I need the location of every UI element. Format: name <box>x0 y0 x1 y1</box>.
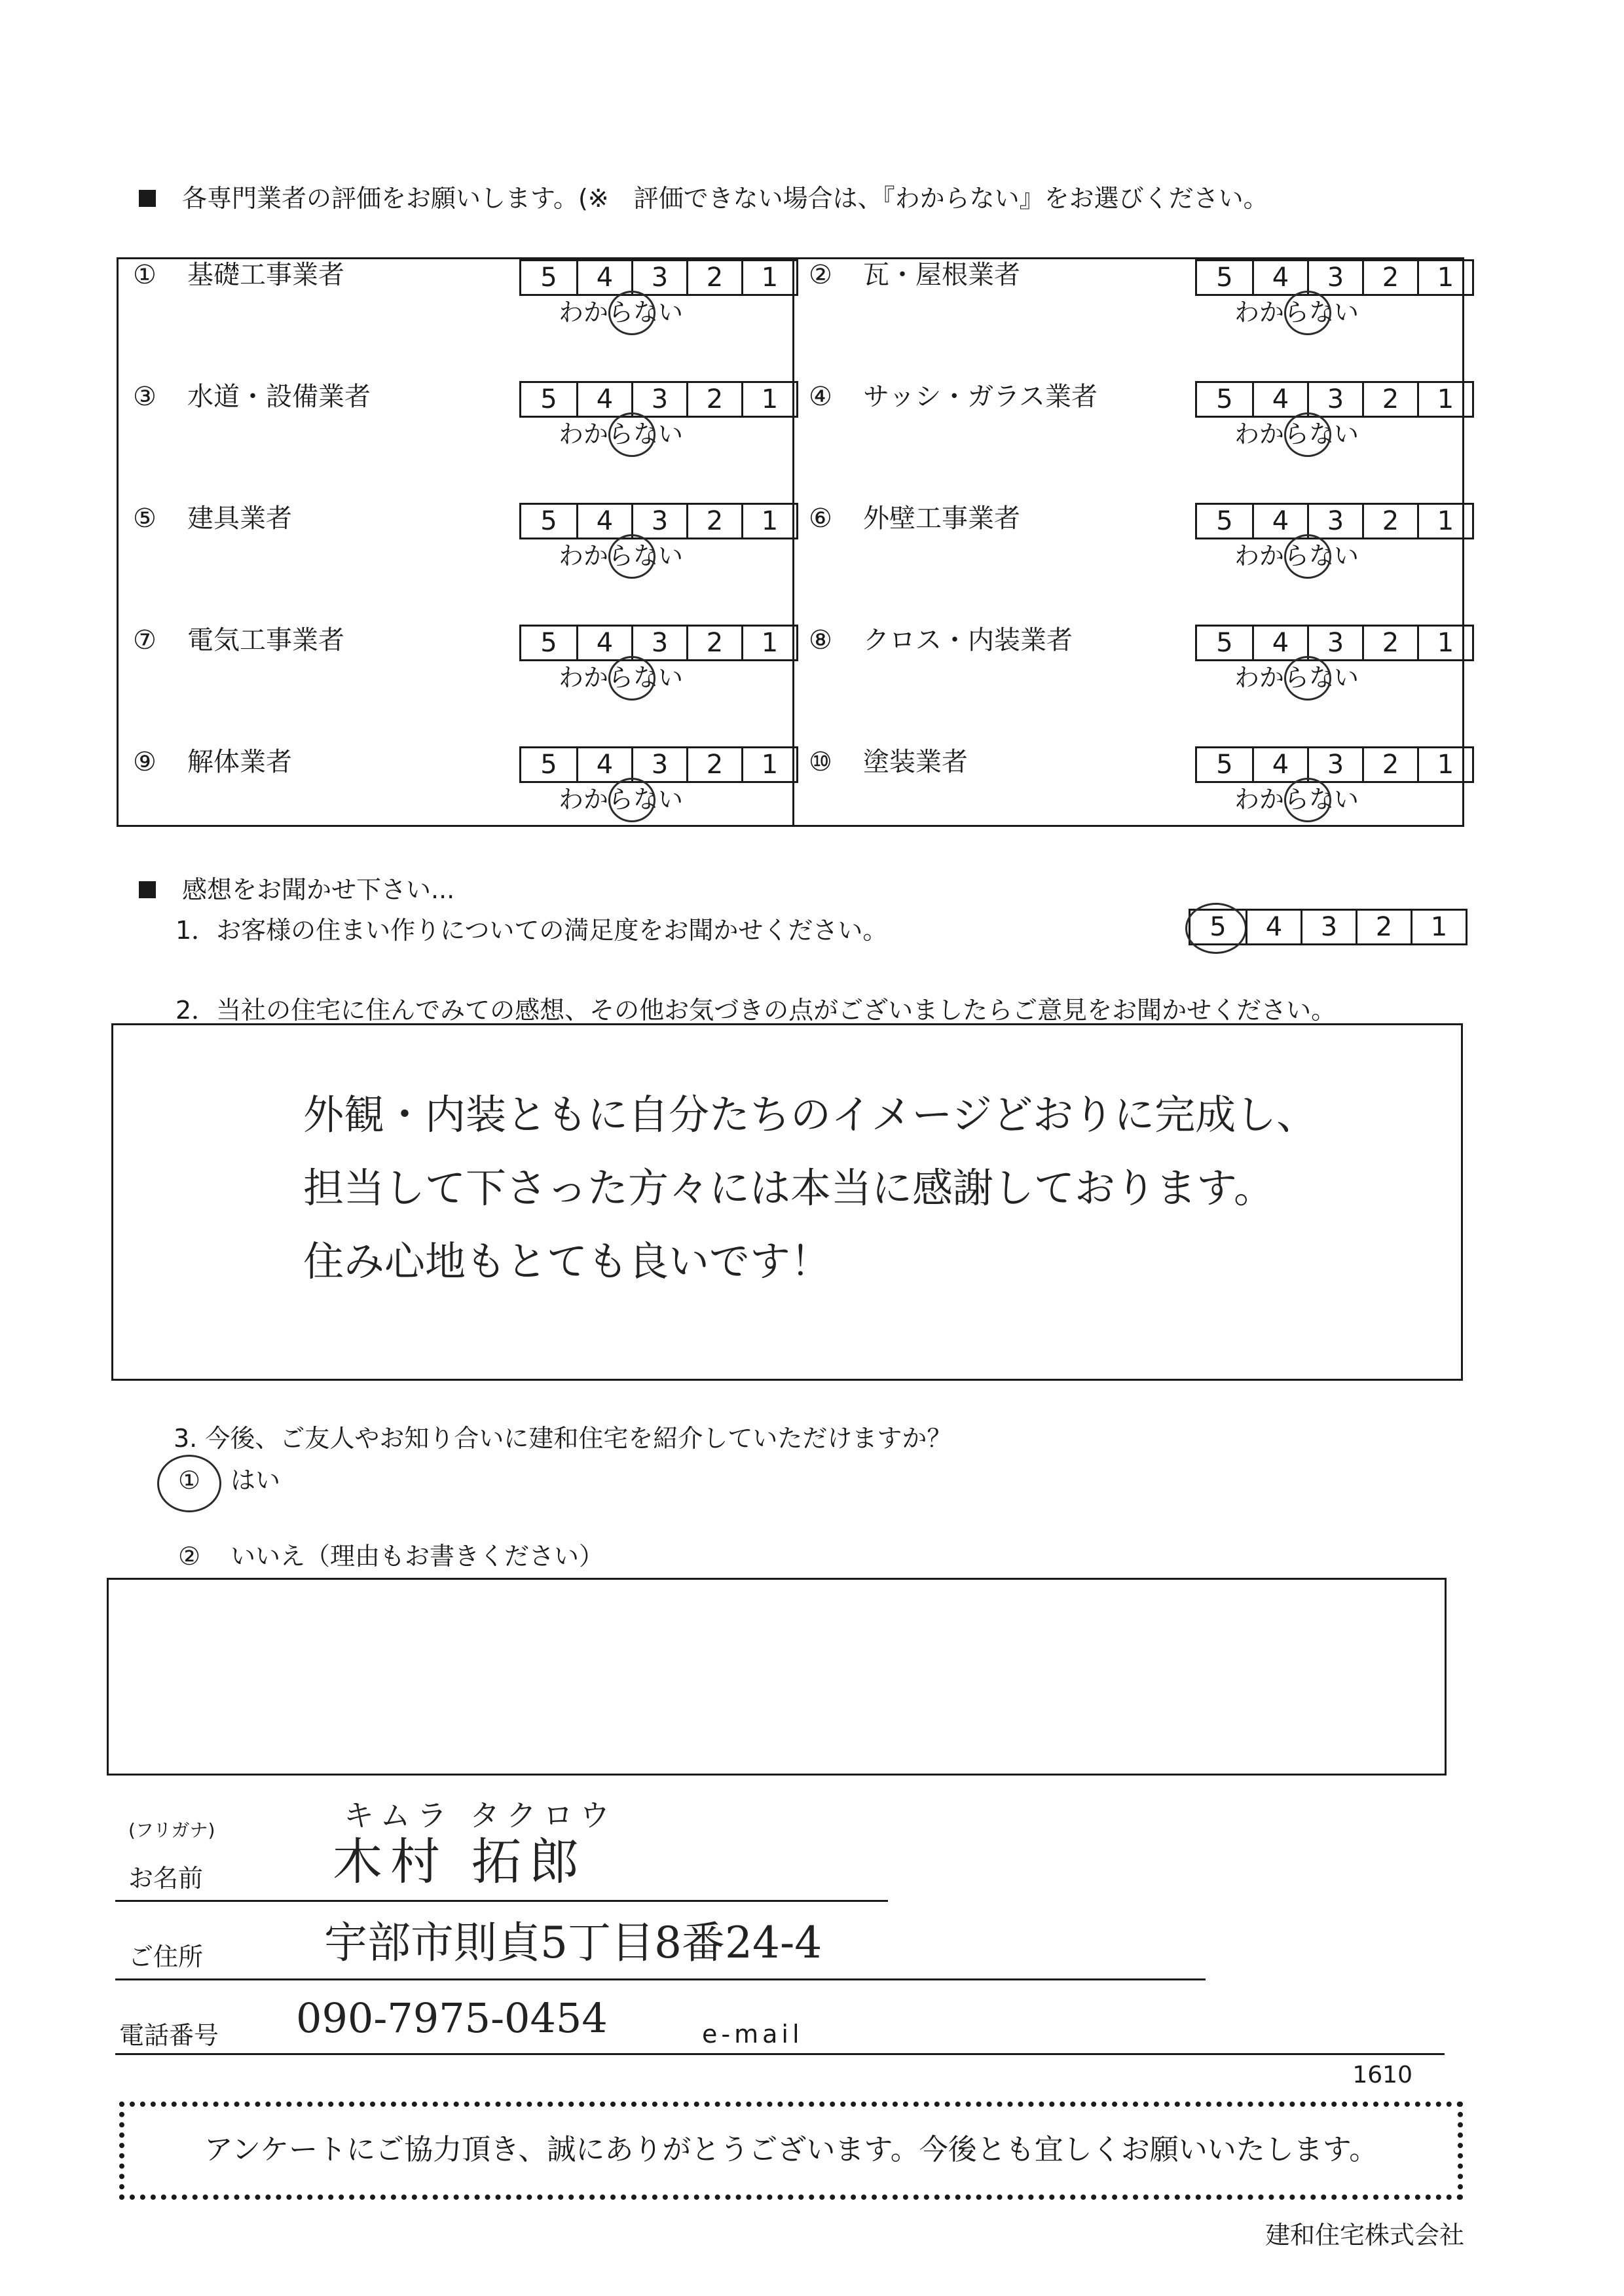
contractor-number: ⑤ <box>133 503 157 534</box>
thank-you-box <box>119 2102 1463 2200</box>
rating-option-4[interactable]: 4 <box>576 748 631 781</box>
rating-option-1[interactable]: 1 <box>1417 261 1472 294</box>
contractor-cell <box>794 746 1468 868</box>
contractor-cell <box>794 625 1468 746</box>
contractor-cell <box>119 259 792 381</box>
q2-answer-line-2: 担当して下さった方々には本当に感謝しております。 <box>303 1164 1275 1212</box>
selection-circle <box>1284 534 1331 579</box>
contractor-name: 解体業者 <box>187 747 292 777</box>
rating-option-3[interactable]: 3 <box>631 383 686 416</box>
satisfaction-selection-circle <box>1185 903 1247 954</box>
q3-option-no[interactable]: いいえ（理由もお書きください） <box>231 1542 604 1571</box>
rating-option-3[interactable]: 3 <box>1307 383 1362 416</box>
contractor-name: 瓦・屋根業者 <box>863 260 1020 290</box>
unknown-option[interactable]: わからない <box>1234 420 1359 448</box>
contractor-name: 水道・設備業者 <box>187 382 371 412</box>
selection-circle <box>608 291 655 335</box>
rating-option-1[interactable]: 1 <box>1417 505 1472 538</box>
section-marker-icon <box>139 190 156 207</box>
rating-option-3[interactable]: 3 <box>631 261 686 294</box>
selection-circle <box>608 656 655 701</box>
q3-option-no-num[interactable]: ② <box>178 1542 201 1571</box>
q3-reason-box[interactable] <box>107 1578 1447 1776</box>
rating-option-5[interactable]: 5 <box>540 263 557 293</box>
q2-answer-box[interactable] <box>111 1023 1463 1381</box>
selection-circle <box>1284 778 1331 822</box>
section1-title: 各専門業者の評価をお願いします。(※ 評価できない場合は、『わからない』をお選びください。 <box>182 184 1268 213</box>
rating-option-4[interactable]: 4 <box>576 383 631 416</box>
rating-option-1[interactable]: 1 <box>741 748 796 781</box>
q1-label: 1．お客様の住まい作りについての満足度をお聞かせください。 <box>175 916 888 945</box>
form-number: 1610 <box>1352 2062 1412 2088</box>
q3-option-yes[interactable]: はい <box>231 1466 281 1495</box>
selection-circle <box>1284 412 1331 457</box>
rating-option-3[interactable]: 3 <box>1307 505 1362 538</box>
unknown-option[interactable]: わからない <box>559 420 684 448</box>
section2-title: 感想をお聞かせ下さい... <box>182 875 455 904</box>
phone-label: 電話番号 <box>119 2021 219 2050</box>
rating-option-4[interactable]: 4 <box>1252 748 1307 781</box>
rating-option-1[interactable]: 1 <box>1417 627 1472 659</box>
contractor-rating-boxes <box>519 746 798 783</box>
contractor-number: ③ <box>133 382 157 412</box>
rating-option-1[interactable]: 1 <box>741 627 796 659</box>
unknown-option[interactable]: わからない <box>1234 663 1359 692</box>
rating-option-4[interactable]: 4 <box>1252 627 1307 659</box>
rating-option-5[interactable]: 5 <box>1216 750 1233 780</box>
unknown-option[interactable]: わからない <box>559 541 684 570</box>
contractor-rating-grid <box>117 257 1464 827</box>
rating-option-2[interactable]: 2 <box>1362 383 1417 416</box>
contractor-cell <box>794 381 1468 503</box>
contractor-rating-boxes <box>1195 259 1474 296</box>
rating-option-1[interactable]: 1 <box>741 505 796 538</box>
rating-option-1[interactable]: 1 <box>1417 383 1472 416</box>
rating-option-5[interactable]: 5 <box>540 384 557 414</box>
rating-option-4[interactable]: 4 <box>576 505 631 538</box>
contractor-rating-boxes <box>519 625 798 661</box>
satisfaction-option-2[interactable]: 2 <box>1356 911 1411 943</box>
unknown-option[interactable]: わからない <box>559 663 684 692</box>
furigana-label: (フリガナ) <box>128 1819 215 1841</box>
q2-answer-line-1: 外観・内装ともに自分たちのイメージどおりに完成し、 <box>303 1091 1318 1139</box>
unknown-option[interactable]: わからない <box>559 298 684 327</box>
address-label: ご住所 <box>128 1942 204 1971</box>
name-label: お名前 <box>128 1864 204 1893</box>
selection-circle <box>608 778 655 822</box>
contractor-name: サッシ・ガラス業者 <box>863 382 1098 412</box>
rating-option-4[interactable]: 4 <box>1252 505 1307 538</box>
rating-option-2[interactable]: 2 <box>1362 505 1417 538</box>
phone-value[interactable]: 090-7975-0454 <box>296 1994 608 2042</box>
satisfaction-option-4[interactable]: 4 <box>1246 911 1301 943</box>
contractor-cell <box>119 625 792 746</box>
contractor-name: クロス・内装業者 <box>863 625 1073 655</box>
section-marker-icon <box>139 881 156 898</box>
rating-option-3[interactable]: 3 <box>631 505 686 538</box>
name-value[interactable]: 木村 拓郎 <box>333 1832 587 1891</box>
contractor-number: ⑩ <box>809 747 832 777</box>
contractor-rating-boxes <box>1195 625 1474 661</box>
address-underline <box>115 1978 1206 1980</box>
contractor-rating-boxes <box>1195 381 1474 418</box>
phone-underline <box>115 2053 1445 2055</box>
name-underline <box>115 1900 888 1902</box>
satisfaction-option-5[interactable]: 5 <box>1209 912 1227 942</box>
rating-option-2[interactable]: 2 <box>1362 261 1417 294</box>
selection-circle <box>1284 291 1331 335</box>
unknown-option[interactable]: わからない <box>1234 785 1359 814</box>
rating-option-3[interactable]: 3 <box>1307 748 1362 781</box>
contractor-rating-boxes <box>1195 503 1474 539</box>
contractor-number: ④ <box>809 382 832 412</box>
rating-option-5[interactable]: 5 <box>540 628 557 658</box>
unknown-option[interactable]: わからない <box>559 785 684 814</box>
satisfaction-option-1[interactable]: 1 <box>1411 911 1466 943</box>
rating-option-2[interactable]: 2 <box>686 261 741 294</box>
rating-option-3[interactable]: 3 <box>631 748 686 781</box>
rating-option-2[interactable]: 2 <box>686 748 741 781</box>
rating-option-3[interactable]: 3 <box>631 627 686 659</box>
rating-option-5[interactable]: 5 <box>540 506 557 536</box>
contractor-cell <box>794 503 1468 625</box>
rating-option-5[interactable]: 5 <box>1216 384 1233 414</box>
contractor-cell <box>119 381 792 503</box>
contractor-name: 電気工事業者 <box>187 625 344 655</box>
contractor-name: 建具業者 <box>187 503 292 534</box>
contractor-cell <box>119 746 792 868</box>
contractor-number: ② <box>809 260 832 290</box>
contractor-cell <box>119 503 792 625</box>
contractor-rating-boxes <box>519 259 798 296</box>
rating-option-5[interactable]: 5 <box>540 750 557 780</box>
contractor-number: ⑨ <box>133 747 157 777</box>
rating-option-2[interactable]: 2 <box>686 505 741 538</box>
contractor-rating-boxes <box>519 503 798 539</box>
satisfaction-option-3[interactable]: 3 <box>1301 911 1356 943</box>
rating-option-2[interactable]: 2 <box>1362 627 1417 659</box>
contractor-rating-boxes <box>1195 746 1474 783</box>
rating-option-2[interactable]: 2 <box>1362 748 1417 781</box>
contractor-number: ① <box>133 260 157 290</box>
email-label: e-mail <box>702 2020 803 2049</box>
selection-circle <box>608 534 655 579</box>
selection-circle <box>1284 656 1331 701</box>
rating-option-5[interactable]: 5 <box>1216 263 1233 293</box>
rating-option-4[interactable]: 4 <box>576 261 631 294</box>
rating-option-4[interactable]: 4 <box>1252 261 1307 294</box>
rating-option-2[interactable]: 2 <box>686 383 741 416</box>
thank-you-message: アンケートにご協力頂き、誠にありがとうございます。今後とも宜しくお願いいたします。 <box>204 2133 1378 2166</box>
furigana-value[interactable]: キムラ タクロウ <box>344 1798 617 1833</box>
rating-option-3[interactable]: 3 <box>1307 261 1362 294</box>
rating-option-4[interactable]: 4 <box>576 627 631 659</box>
address-value[interactable]: 宇部市則貞5丁目8番24-4 <box>324 1918 822 1968</box>
unknown-option[interactable]: わからない <box>1234 298 1359 327</box>
contractor-number: ⑥ <box>809 503 832 534</box>
selection-circle <box>608 412 655 457</box>
contractor-name: 外壁工事業者 <box>863 503 1020 534</box>
contractor-name: 塗装業者 <box>863 747 968 777</box>
q3-label: 3. 今後、ご友人やお知り合いに建和住宅を紹介していただけますか？ <box>174 1424 952 1453</box>
q3-selection-circle <box>157 1455 221 1512</box>
contractor-number: ⑧ <box>809 625 832 655</box>
contractor-name: 基礎工事業者 <box>187 260 344 290</box>
satisfaction-rating[interactable] <box>1189 909 1467 945</box>
q2-label: 2．当社の住宅に住んでみての感想、その他お気づきの点がございましたらご意見をお聞かせください。 <box>175 996 1337 1025</box>
rating-option-5[interactable]: 5 <box>1216 628 1233 658</box>
rating-option-3[interactable]: 3 <box>1307 627 1362 659</box>
rating-option-5[interactable]: 5 <box>1216 506 1233 536</box>
unknown-option[interactable]: わからない <box>1234 541 1359 570</box>
q3-option-yes-num[interactable]: ① <box>178 1466 201 1495</box>
rating-option-2[interactable]: 2 <box>686 627 741 659</box>
rating-option-1[interactable]: 1 <box>741 383 796 416</box>
contractor-rating-boxes <box>519 381 798 418</box>
q2-answer-line-3: 住み心地もとても良いです！ <box>303 1237 832 1285</box>
rating-option-1[interactable]: 1 <box>1417 748 1472 781</box>
contractor-cell <box>794 259 1468 381</box>
company-name: 建和住宅株式会社 <box>1264 2221 1464 2250</box>
rating-option-1[interactable]: 1 <box>741 261 796 294</box>
contractor-number: ⑦ <box>133 625 157 655</box>
rating-option-4[interactable]: 4 <box>1252 383 1307 416</box>
